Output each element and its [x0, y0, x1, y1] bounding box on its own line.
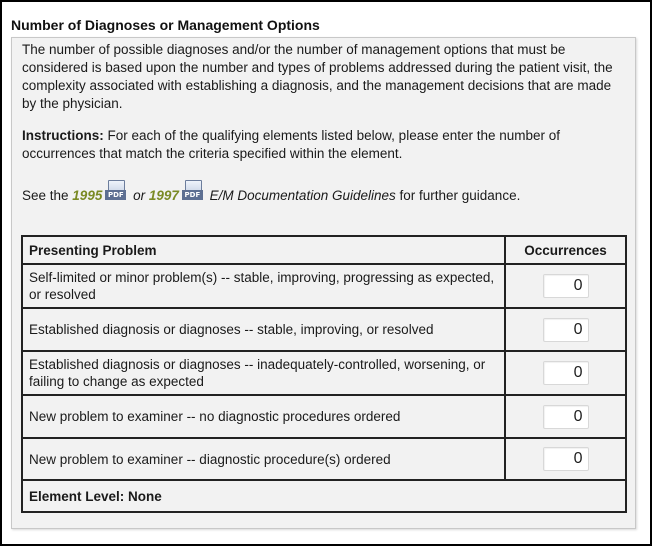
pdf-icon-label: PDF: [105, 190, 126, 200]
guidance-prefix: See the: [22, 188, 73, 203]
guidance-suffix: for further guidance.: [395, 188, 521, 203]
content-panel: [11, 37, 636, 529]
row-label: Established diagnosis or diagnoses -- stable, improving, or resolved: [23, 309, 506, 350]
table-row: [23, 439, 625, 481]
occurrences-input[interactable]: [543, 447, 589, 471]
link-1997[interactable]: 1997: [148, 188, 179, 203]
link-1995[interactable]: 1995: [72, 188, 103, 203]
presenting-problem-table: [21, 235, 627, 513]
element-level: Element Level: None: [29, 488, 162, 504]
occurrences-input[interactable]: [543, 274, 589, 298]
occurrences-input[interactable]: [543, 405, 589, 429]
row-label: New problem to examiner -- no diagnostic procedures ordered: [23, 396, 506, 437]
instructions-body: For each of the qualifying elements listed below, please enter the number of occurrences that match the criteria specified within the element.: [22, 128, 561, 161]
pdf-icon-label: PDF: [182, 190, 203, 200]
row-label: Established diagnosis or diagnoses -- inadequately-controlled, worsening, or failing to change as expected: [23, 352, 506, 394]
table-row: [23, 309, 625, 352]
section-title: Number of Diagnoses or Management Options: [11, 17, 320, 33]
instructions-text: [22, 127, 627, 163]
table-row: [23, 265, 625, 309]
table-row: [23, 352, 625, 396]
intro-text: The number of possible diagnoses and/or the number of management options that must be considered is based upon the number and types of problems addressed during the patient visit, the complexity associated with establishing a diagnosis, and the management decisions that are made by the physician.: [22, 42, 613, 111]
table-header-row: [23, 237, 625, 265]
guidance-line: [22, 177, 520, 203]
pdf-icon-1997[interactable]: [182, 180, 204, 203]
guidelines-title: E/M Documentation Guidelines: [205, 188, 396, 203]
row-label: New problem to examiner -- diagnostic procedure(s) ordered: [23, 439, 506, 479]
table-row: [23, 396, 625, 439]
header-presenting-problem: Presenting Problem: [23, 237, 506, 263]
row-label: Self-limited or minor problem(s) -- stable, improving, progressing as expected, or resolved: [23, 265, 506, 307]
occurrences-input[interactable]: [543, 361, 589, 385]
occurrences-input[interactable]: [543, 318, 589, 342]
header-occurrences: Occurrences: [524, 242, 607, 258]
pdf-icon-1995[interactable]: [105, 180, 127, 203]
instructions-label: Instructions:: [22, 128, 104, 143]
guidance-or: or: [129, 188, 149, 203]
